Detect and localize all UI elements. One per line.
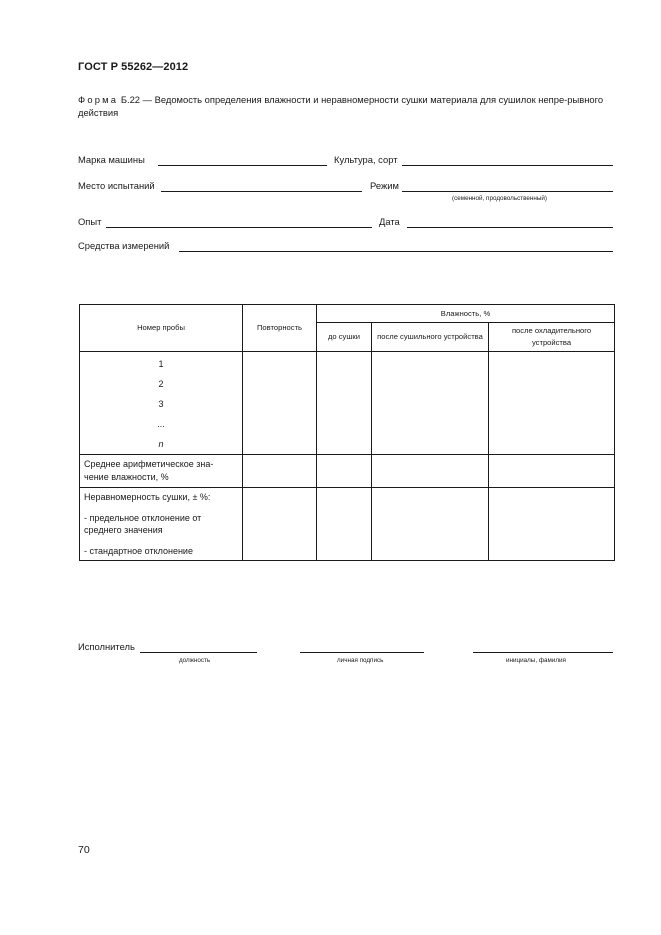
- form-word: Форма: [78, 94, 119, 105]
- table-cell[interactable]: [243, 352, 317, 455]
- header-before-drying: до сушки: [317, 323, 372, 352]
- header-sample-number: Номер пробы: [80, 305, 243, 352]
- initials-note: инициалы, фамилия: [506, 657, 566, 664]
- signature-line[interactable]: [300, 652, 424, 653]
- row-unevenness-cell: [80, 488, 243, 561]
- trial-field-line[interactable]: [106, 227, 372, 228]
- crop-field-line[interactable]: [402, 165, 613, 166]
- table-cell[interactable]: [317, 488, 372, 561]
- mode-note: (семенной, продовольственный): [452, 195, 548, 202]
- instruments-field-line[interactable]: [179, 251, 613, 252]
- standard-number: ГОСТ Р 55262—2012: [78, 61, 189, 73]
- position-line[interactable]: [140, 652, 257, 653]
- machine-field-line[interactable]: [158, 165, 327, 166]
- humidity-table: [79, 304, 615, 561]
- header-repeat: Повторность: [243, 305, 317, 352]
- table-cell[interactable]: [489, 455, 615, 488]
- table-cell[interactable]: [372, 455, 489, 488]
- sample-number: 2: [158, 379, 164, 389]
- form-title: Б.22 — Ведомость определения влажности и неравномерности сушки материала для сушилок непре-рывного действия: [78, 94, 604, 118]
- place-label: Место испытаний: [78, 180, 155, 191]
- machine-label: Марка машины: [78, 154, 145, 165]
- date-field-line[interactable]: [407, 227, 613, 228]
- date-label: Дата: [379, 216, 400, 227]
- performer-label: Исполнитель: [78, 641, 135, 652]
- page-number: 70: [78, 844, 90, 856]
- initials-line[interactable]: [473, 652, 613, 653]
- form-caption: [78, 93, 613, 119]
- table-cell[interactable]: [317, 455, 372, 488]
- table-cell[interactable]: [243, 455, 317, 488]
- instruments-label: Средства измерений: [78, 240, 170, 251]
- header-after-dryer: после сушильного устройства: [372, 323, 489, 352]
- row-std-deviation-label: - стандартное отклонение: [84, 545, 193, 556]
- signature-note: личная подпись: [337, 657, 384, 664]
- mode-field-line[interactable]: [402, 191, 613, 192]
- sample-number: 3: [158, 399, 164, 409]
- place-field-line[interactable]: [161, 191, 362, 192]
- table-cell[interactable]: [489, 488, 615, 561]
- sample-number: n: [158, 439, 164, 449]
- row-unevenness-label: Неравномерность сушки, ± %:: [84, 492, 211, 502]
- sample-numbers-cell: [80, 352, 243, 455]
- trial-label: Опыт: [78, 216, 102, 227]
- table-cell[interactable]: [489, 352, 615, 455]
- position-note: должность: [179, 657, 211, 664]
- crop-label: Культура, сорт: [334, 154, 398, 165]
- table-cell[interactable]: [317, 352, 372, 455]
- sample-number: ...: [157, 419, 165, 429]
- header-after-cooler: после охладительного устройства: [489, 323, 615, 352]
- sample-number: 1: [158, 359, 164, 369]
- row-limit-deviation-label: - предельное отклонение от среднего значения: [84, 512, 202, 535]
- mode-label: Режим: [370, 180, 399, 191]
- header-humidity: Влажность, %: [317, 305, 615, 323]
- row-mean-label: Среднее арифметическое зна-чение влажности, %: [80, 455, 243, 488]
- table-cell[interactable]: [372, 352, 489, 455]
- table-cell[interactable]: [243, 488, 317, 561]
- table-cell[interactable]: [372, 488, 489, 561]
